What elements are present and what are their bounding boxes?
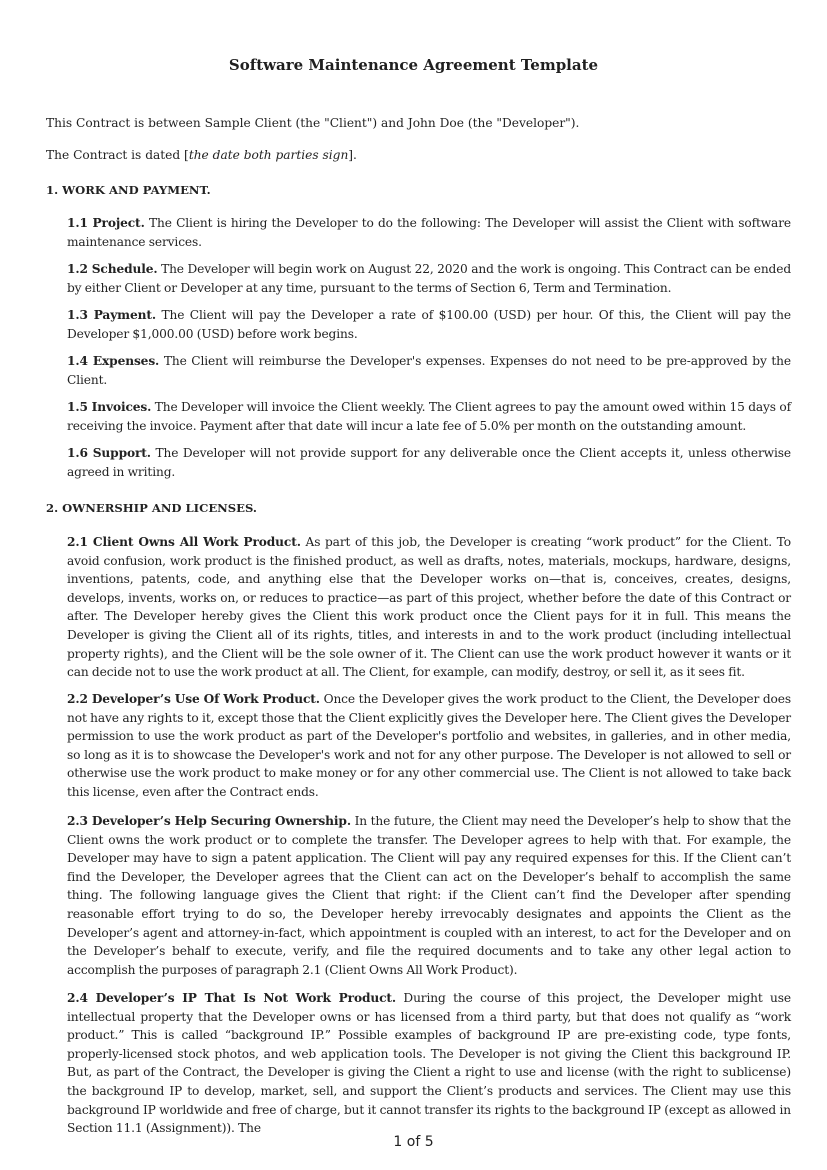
intro-parties: This Contract is between Sample Client (the "Client") and John Doe (the "Developer"). — [46, 116, 580, 130]
clause-text: The Developer will invoice the Client weekly. The Client agrees to pay the amount owed within 15 days of receiving the invoice. Payment after that date will incur a late fee of 5.0% per month on the outstanding amount. — [67, 400, 791, 433]
clause-text: In the future, the Client may need the Developer’s help to show that the Client owns the work product or to complete the transfer. The Developer agrees to help with that. For example, the Developer may have to sign a patent application. The Client will pay any required expenses for this. If the Client can’t find the Developer, the Developer agrees that the Client can act on the Developer’s behalf to accomplish the same thing. The following language gives the Client that right: if the Client can’t find the Developer after spending reasonable effort trying to do so, the Developer hereby irrevocably designates and appoints the Client as the Developer’s agent and attorney-in-fact, which appointment is coupled with an interest, to act for the Developer and on the Developer’s behalf to execute, verify, and file the required documents and to take any other legal action to accomplish the purposes of paragraph 2.1 (Client Owns All Work Product). — [67, 814, 791, 977]
clause-2-2 — [67, 690, 791, 802]
intro-date — [46, 146, 786, 164]
clause-label: 2.2 Developer’s Use Of Work Product. — [67, 692, 320, 706]
document-title: Software Maintenance Agreement Template — [228, 56, 599, 74]
clause-1-6 — [67, 444, 791, 481]
clause-text: The Developer will not provide support for any deliverable once the Client accepts it, unless otherwise agreed in writing. — [67, 446, 791, 479]
clause-1-3 — [67, 306, 791, 343]
clause-text: Once the Developer gives the work product to the Client, the Developer does not have any rights to it, except those that the Client explicitly gives the Developer here. The Client gives the Developer permission to use the work product as part of the Developer's portfolio and websites, in galleries, and in other media, so long as it is to showcase the Developer's work and not for any other purpose. The Developer is not allowed to sell or otherwise use the work product to make money or for any other commercial use. The Client is not allowed to take back this license, even after the Contract ends. — [67, 692, 791, 799]
clause-label: 1.1 Project. — [67, 216, 145, 230]
clause-text: During the course of this project, the Developer might use intellectual property that the Developer owns or has licensed from a third party, but that does not qualify as “work product.” This is called “background IP.” Possible examples of background IP are pre-existing code, type fonts, properly-licensed stock photos, and web application tools. The Developer is not giving the Client this background IP. But, as part of the Contract, the Developer is giving the Client a right to use and license (with the right to sublicense) the background IP to develop, market, sell, and support the Client’s products and services. The Client may use this background IP worldwide and free of charge, but it cannot transfer its rights to the background IP (except as allowed in Section 11.1 (Assignment)). The — [67, 991, 791, 1136]
clause-text: The Client will reimburse the Developer's expenses. Expenses do not need to be pre-approved by the Client. — [67, 354, 791, 387]
clause-1-1 — [67, 214, 791, 251]
clause-2-1 — [67, 533, 791, 682]
section-heading-work-and-payment: 1. WORK AND PAYMENT. — [46, 183, 211, 197]
clause-1-4 — [67, 352, 791, 389]
page-indicator: 1 of 5 — [393, 1134, 434, 1150]
clause-label: 1.2 Schedule. — [67, 262, 158, 276]
date-placeholder: the date both parties sign — [188, 148, 349, 162]
clause-1-5 — [67, 398, 791, 435]
clause-label: 2.1 Client Owns All Work Product. — [67, 535, 301, 549]
clause-label: 1.4 Expenses. — [67, 354, 160, 368]
date-suffix: ]. — [348, 148, 357, 162]
clause-label: 1.6 Support. — [67, 446, 151, 460]
clause-2-4 — [67, 989, 791, 1138]
clause-1-2 — [67, 260, 791, 297]
clause-label: 2.4 Developer’s IP That Is Not Work Product. — [67, 991, 397, 1005]
clause-label: 1.5 Invoices. — [67, 400, 152, 414]
clause-2-3 — [67, 812, 791, 979]
clause-text: The Client will pay the Developer a rate of $100.00 (USD) per hour. Of this, the Client will pay the Developer $1,000.00 (USD) before work begins. — [67, 308, 791, 341]
section-heading-ownership-and-licenses: 2. OWNERSHIP AND LICENSES. — [46, 501, 257, 515]
clause-label: 2.3 Developer’s Help Securing Ownership. — [67, 814, 351, 828]
clause-text: The Developer will begin work on August 22, 2020 and the work is ongoing. This Contract can be ended by either Client or Developer at any time, pursuant to the terms of Section 6, Term and Termination. — [67, 262, 791, 295]
clause-text: As part of this job, the Developer is creating “work product” for the Client. To avoid confusion, work product is the finished product, as well as drafts, notes, materials, mockups, hardware, designs, inventions, patents, code, and anything else that the Developer works on—that is, conceives, creates, designs, develops, invents, works on, or reduces to practice—as part of this project, whether before the date of this Contract or after. The Developer hereby gives the Client this work product once the Client pays for it in full. This means the Developer is giving the Client all of its rights, titles, and interests in and to the work product (including intellectual property rights), and the Client will be the sole owner of it. The Client can use the work product however it wants or it can decide not to use the work product at all. The Client, for example, can modify, destroy, or sell it, as it sees fit. — [67, 535, 791, 680]
clause-text: The Client is hiring the Developer to do the following: The Developer will assist the Client with software maintenance services. — [67, 216, 791, 249]
clause-label: 1.3 Payment. — [67, 308, 156, 322]
date-prefix: The Contract is dated [ — [46, 148, 189, 162]
